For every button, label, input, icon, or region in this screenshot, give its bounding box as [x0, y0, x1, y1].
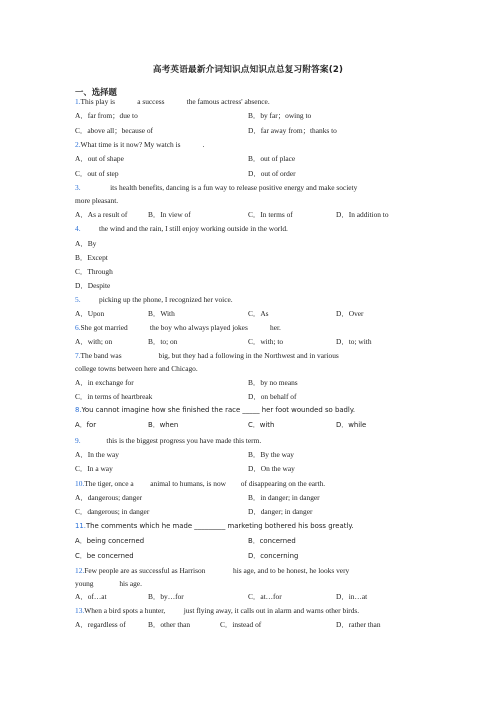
option-b: B．when [148, 421, 179, 429]
question-3-continued: more pleasant. [75, 196, 119, 205]
question-number: 5. [75, 295, 81, 304]
option-d: D．danger; in danger [248, 507, 313, 516]
option-c: C．out of step [75, 169, 119, 178]
section-heading: 一、选择题 [75, 87, 117, 97]
question-number: 2. [75, 140, 81, 149]
option-c: C．instead of [220, 620, 262, 629]
question-12 [75, 567, 349, 574]
option-c: C．dangerous; in danger [75, 507, 150, 516]
question-9 [75, 437, 261, 444]
question-number: 9. [75, 436, 81, 445]
question-stem: She got married the boy who always played jokes her. [80, 323, 281, 332]
question-stem: its health benefits, dancing is a fun way to release positive energy and make society [80, 183, 358, 192]
option-c: C．above all；because of [75, 126, 153, 135]
question-number: 8. [75, 406, 82, 414]
question-3 [75, 184, 357, 191]
option-d: D．Over [336, 309, 364, 318]
question-12-continued: young his age. [75, 579, 142, 588]
question-11 [75, 523, 354, 530]
option-c: C．at…for [248, 592, 282, 601]
option-a: A．out of shape [75, 154, 124, 163]
question-6 [75, 324, 281, 331]
question-1 [75, 98, 270, 105]
option-c: C．As [248, 309, 269, 318]
option-b: B．By the way [248, 450, 294, 459]
option-d: D．out of order [248, 169, 296, 178]
question-13 [75, 607, 359, 614]
question-stem: Few people are as successful as Harrison his age, and to be honest, he looks very [84, 566, 350, 575]
option-c: C．with; to [248, 337, 284, 346]
question-number: 12. [75, 566, 85, 575]
option-d: D．far away from；thanks to [248, 126, 337, 135]
question-stem: When a bird spots a hunter, just flying away, it calls out in alarm and warns other birds. [84, 606, 360, 615]
question-7-continued: college towns between here and Chicago. [75, 364, 198, 373]
option-b: B．In view of [148, 210, 191, 219]
question-stem: What time is it now? My watch is . [80, 140, 205, 149]
option-d: D．rather than [336, 620, 381, 629]
option-a: A．In the way [75, 450, 119, 459]
option-b: B．by far；owing to [248, 111, 312, 120]
option-b: B．by no means [248, 378, 298, 387]
option-d: D．while [336, 421, 367, 429]
question-stem: The tiger, once a animal to humans, is now of disappearing on the earth. [84, 479, 326, 488]
option-b: B．With [148, 309, 175, 318]
question-stem: You cannot imagine how she finished the race _____ her foot wounded so badly. [81, 406, 356, 414]
option-b: B．by…for [148, 592, 184, 601]
option-a: A．of…at [75, 592, 107, 601]
option-d: D．On the way [248, 464, 295, 473]
question-stem: picking up the phone, I recognized her voice. [80, 295, 233, 304]
option-a: A．far from；due to [75, 111, 138, 120]
option-a: A．with; on [75, 337, 113, 346]
option-c: C．In terms of [248, 210, 293, 219]
option-c: C．be concerned [75, 552, 134, 560]
option-d: D．In addition to [336, 210, 389, 219]
question-8 [75, 407, 355, 414]
option-b: B．in danger; in danger [248, 493, 320, 502]
option-a: A．being concerned [75, 537, 145, 545]
option-a: A．regardless of [75, 620, 126, 629]
option-d: D．Despite [75, 281, 111, 290]
question-number: 10. [75, 479, 85, 488]
option-d: D．in…at [336, 592, 368, 601]
question-5 [75, 296, 233, 303]
option-c: C．In a way [75, 464, 113, 473]
question-number: 4. [75, 224, 81, 233]
option-b: B．out of place [248, 154, 296, 163]
option-c: C．in terms of heartbreak [75, 392, 153, 401]
option-d: D．concerning [248, 552, 299, 560]
option-a: A．As a result of [75, 210, 128, 219]
question-number: 13. [75, 606, 85, 615]
option-b: B．other than [148, 620, 191, 629]
question-stem: This play is a success the famous actress' absence. [80, 97, 270, 106]
question-stem: The band was big, but they had a following in the Northwest and in various [80, 351, 339, 360]
question-stem: the wind and the rain, I still enjoy working outside in the world. [80, 224, 288, 233]
option-d: D．to; with [336, 337, 372, 346]
option-c: C．with [248, 421, 275, 429]
option-b: B．Except [75, 253, 108, 262]
option-a: A．in exchange for [75, 378, 134, 387]
question-number: 3. [75, 183, 81, 192]
question-number: 7. [75, 351, 81, 360]
option-a: A．By [75, 239, 97, 248]
question-2 [75, 141, 205, 148]
option-b: B．concerned [248, 537, 296, 545]
option-a: A．Upon [75, 309, 105, 318]
option-a: A．for [75, 421, 97, 429]
question-number: 11. [75, 522, 86, 530]
document-title: 高考英语最新介词知识点知识点总复习附答案(2) [152, 65, 344, 75]
question-number: 6. [75, 323, 81, 332]
question-stem: this is the biggest progress you have made this term. [80, 436, 262, 445]
option-b: B．to; on [148, 337, 178, 346]
question-4 [75, 225, 288, 232]
option-d: D．on behalf of [248, 392, 297, 401]
option-c: C．Through [75, 267, 113, 276]
option-a: A．dangerous; danger [75, 493, 143, 502]
question-7 [75, 352, 339, 359]
question-number: 1. [75, 97, 81, 106]
question-stem: The comments which he made _________ marketing bothered his boss greatly. [85, 522, 354, 530]
question-10 [75, 480, 325, 487]
